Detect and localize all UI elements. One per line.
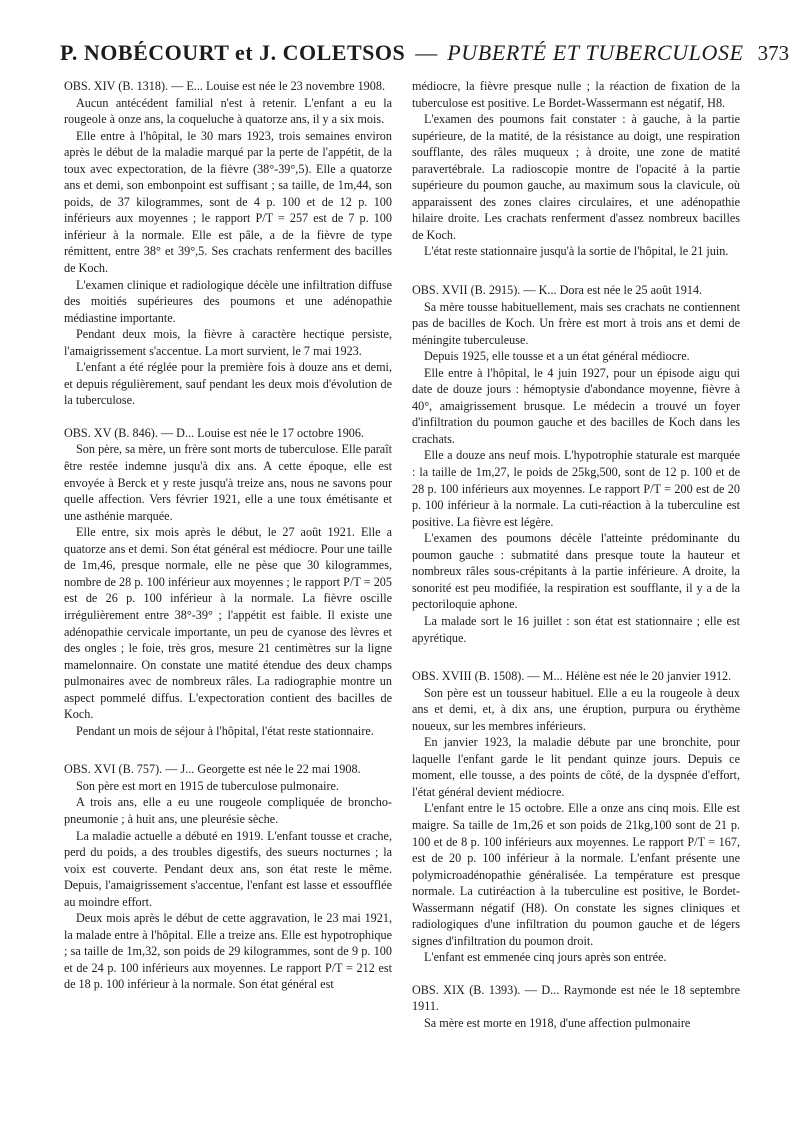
paragraph: Elle entre à l'hôpital, le 30 mars 1923, trois semaines environ après le début de la maladie marqué par la perte de l'appétit, de la toux avec expectoration, de la fièvre (38°-39°,5). Elle a quatorze ans et demi, son embonpoint est suffisant ; sa taille, de 1m,44, son poids, de 37 kilogrammes, sont de 4 p. 100 et de 12 p. 100 inférieurs aux moyennes ; le rapport P/T = 257 est de 7 p. 100 inférieur à la normale. Elle est pâle, a de la fièvre de type rémittent, entre 38° et 39°,5. Ses crachats renferment des bacilles de Koch. — [64, 128, 392, 276]
left-column — [64, 78, 392, 993]
obs-xiv-heading: OBS. XIV (B. 1318). — E... Louise est née le 23 novembre 1908. — [64, 79, 386, 93]
obs-xviii-heading: OBS. XVIII (B. 1508). — M... Hélène est née le 20 janvier 1912. — [412, 669, 732, 684]
paragraph-continued: médiocre, la fièvre presque nulle ; la réaction de fixation de la tuberculose est positive. Le Bordet-Wassermann est négatif, H8. — [412, 79, 740, 110]
header-separator: — — [415, 40, 438, 65]
section-gap — [412, 646, 740, 668]
paragraph: Son père est un tousseur habituel. Elle a eu la rougeole à deux ans et demi, et, à dix ans, une éruption, purpura ou érythème noueux, sur les membres inférieurs. — [412, 685, 740, 733]
paragraph: L'examen des poumons décèle l'atteinte prédominante du poumon gauche : submatité dans presque toute la hauteur et nombreux râles sous-crépitants à la partie inférieure. A droite, la sonorité est peu modifiée, la respiration est soufflante, il y a de la pectoriloquie aphone. — [412, 531, 740, 612]
paragraph: L'enfant a été réglée pour la première fois à douze ans et demi, et depuis régulièrement, sauf pendant les deux mois d'évolution de la tuberculose. — [64, 360, 392, 408]
paragraph: L'enfant entre le 15 octobre. Elle a onze ans cinq mois. Elle est maigre. Sa taille de 1m,26 et son poids de 21kg,100 sont de 21 p. 100 et de 8 p. 100 inférieurs aux moyennes. Le rapport P/T = 167, est de 20 p. 100 inférieur à la normale. L'enfant présente une polymicroadénopathie généralisée. La température est presque normale. La cutiréaction à la tuberculine est positive, le Bordet-Wassermann négatif (H8). On constate les signes cliniques et radiologiques d'une infiltration du poumon gauche et de légers signes d'infiltration du poumon droit. — [412, 801, 740, 948]
paragraph: A trois ans, elle a eu une rougeole compliquée de broncho-pneumonie ; à huit ans, une pleurésie sèche. — [64, 795, 392, 826]
section-gap — [64, 409, 392, 425]
paragraph: Pendant deux mois, la fièvre à caractère hectique persiste, l'amaigrissement s'accentue. La mort survient, le 7 mai 1923. — [64, 327, 392, 358]
paragraph: En janvier 1923, la maladie débute par une bronchite, pour laquelle l'enfant garde le lit pendant quinze jours. Depuis ce moment, elle tousse, a des points de côté, de la dyspnée d'effort, l'état général devient médiocre. — [412, 735, 740, 799]
obs-xvii-heading: OBS. XVII (B. 2915). — K... Dora est née le 25 août 1914. — [412, 283, 703, 298]
paragraph: L'état reste stationnaire jusqu'à la sortie de l'hôpital, le 21 juin. — [424, 244, 729, 259]
paragraph: Aucun antécédent familial n'est à retenir. L'enfant a eu la rougeole à onze ans, la coqueluche à quatorze ans, il y a six mois. — [64, 95, 392, 127]
paragraph: L'examen clinique et radiologique décèle une infiltration diffuse des moitiés supérieures des poumons et une adénopathie médiastine importante. — [64, 277, 392, 325]
obs-xix-heading: OBS. XIX (B. 1393). — D... Raymonde est née le 18 septembre 1911. — [412, 982, 740, 1014]
obs-xvi-heading: OBS. XVI (B. 757). — J... Georgette est née le 22 mai 1908. — [64, 762, 361, 777]
obs-xv-heading: OBS. XV (B. 846). — D... Louise est née le 17 octobre 1906. — [64, 425, 365, 440]
paragraph: L'examen des poumons fait constater : à gauche, à la partie supérieure, de la matité, de la résistance au doigt, une respiration soufflante, des râles muqueux ; à droite, une zone de matité paravertébrale. La radioscopie montre de l'opacité à la partie supérieure du poumon gauche, au maximum sous la clavicule, où apparaissent des zones claires circulaires, et une adénopathie hilaire droite. Les crachats renferment d'assez nombreux bacilles de Koch. — [412, 112, 740, 242]
right-column — [412, 78, 740, 1032]
paragraph: Son père, sa mère, un frère sont morts de tuberculose. Elle paraît être restée indemne jusqu'à dix ans. A cette époque, elle est envoyée à Berck et y reste jusqu'à treize ans, nous ne savons pour quelle affection. Vers février 1921, elle a une toux émétisante et une asthénie marquée. — [64, 442, 392, 523]
paragraph: Son père est mort en 1915 de tuberculose pulmonaire. — [76, 778, 339, 793]
page-number: 373 — [757, 41, 790, 65]
running-header — [60, 40, 790, 70]
header-title: PUBERTÉ ET TUBERCULOSE — [447, 40, 744, 65]
section-gap — [412, 966, 740, 982]
paragraph: Elle entre à l'hôpital, le 4 juin 1927, pour un épisode aigu qui date de douze jours : hémoptysie d'abondance moyenne, fièvre à 40°, amaigrissement brusque. Le médecin a trouvé un foyer d'infiltration du poumon gauche et des bacilles de Koch dans les crachats. — [412, 365, 740, 446]
paragraph: Elle entre, six mois après le début, le 27 août 1921. Elle a quatorze ans et demi. Son état général est médiocre. Pour une taille de 1m,46, presque normale, elle ne pèse que 30 kilogrammes, nombre de 28 p. 100 inférieur aux moyennes ; le rapport P/T = 205 est de 26 p. 100 inférieur à la normale. La fièvre oscille irrégulièrement entre 38°-39° ; l'appétit est faible. Il existe une adénopathie cervicale importante, un peu de cyanose des lèvres et des ongles ; le foie, très gros, mesure 21 centimètres sur la ligne mamelonnaire. On constate une matité étendue des deux champs pulmonaires avec de nombreux râles. La radiographie montre un aspect pommelé diffus. L'expectoration contient des bacilles de Koch. — [64, 525, 392, 722]
paragraph: L'enfant est emmenée cinq jours après son entrée. — [424, 950, 667, 965]
header-authors: P. NOBÉCOURT et J. COLETSOS — [60, 40, 406, 65]
paragraph: La maladie actuelle a débuté en 1919. L'enfant tousse et crache, perd du poids, a des troubles digestifs, des sueurs nocturnes ; la voix est couverte. Pendant deux ans, son état reste le même. Depuis, l'amaigrissement s'accentue, l'enfant est lasse et essoufflée au moindre effort. — [64, 828, 392, 909]
section-gap — [64, 739, 392, 761]
paragraph: Sa mère tousse habituellement, mais ses crachats ne contiennent pas de bacilles de Koch. Un frère est mort à trois ans et demi de méningite tuberculeuse. — [412, 299, 740, 347]
paragraph: Depuis 1925, elle tousse et a un état général médiocre. — [424, 349, 690, 364]
paragraph: Elle a douze ans neuf mois. L'hypotrophie staturale est marquée : la taille de 1m,27, le poids de 25kg,500, sont de 12 p. 100 et de 28 p. 100 inférieurs aux moyennes. Le rapport P/T = 200 est de 20 p. 100 inférieur à la normale. La cuti-réaction à la tuberculine est positive. La fièvre est légère. — [412, 448, 740, 529]
section-gap — [412, 260, 740, 282]
paragraph: Deux mois après le début de cette aggravation, le 23 mai 1921, la malade entre à l'hôpital. Elle a treize ans. Elle est hypotrophique ; sa taille de 1m,32, son poids de 29 kilogrammes, sont de 9 p. 100 et de 24 p. 100 inférieurs aux moyennes. Le rapport P/T = 212 est de 18 p. 100 inférieur à la normale. Son état général est — [64, 911, 392, 992]
paragraph: Pendant un mois de séjour à l'hôpital, l'état reste stationnaire. — [76, 723, 374, 738]
paragraph: Sa mère est morte en 1918, d'une affection pulmonaire — [424, 1015, 691, 1030]
paragraph: La malade sort le 16 juillet : son état est stationnaire ; elle est apyrétique. — [412, 613, 740, 645]
